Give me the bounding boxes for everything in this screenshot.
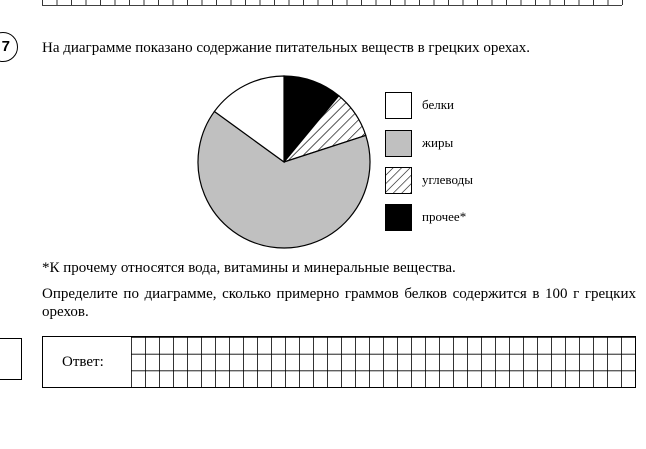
legend-label-protein: белки <box>422 97 454 112</box>
task-number: 7 <box>0 32 18 62</box>
previous-answer-grid <box>42 0 636 6</box>
legend-swatch-fat <box>385 130 412 157</box>
legend-swatch-carbs <box>385 167 412 194</box>
answer-frame <box>42 336 636 388</box>
legend-item-fat <box>385 130 585 158</box>
legend-label-other: прочее* <box>422 209 467 224</box>
score-box <box>0 338 22 380</box>
question-text: Определите по диаграмме, сколько примерно граммов белков содержится в 100 г грецких орехов. <box>42 286 636 320</box>
legend-swatch-other <box>385 204 412 231</box>
answer-grid[interactable] <box>131 337 635 387</box>
legend-label-fat: жиры <box>422 135 454 150</box>
task-statement: На диаграмме показано содержание питательных веществ в грецких орехах. <box>42 40 531 56</box>
footnote: *К прочему относятся вода, витамины и минеральные вещества. <box>42 260 456 276</box>
pie-chart <box>196 74 372 250</box>
legend-item-other <box>385 204 585 232</box>
legend-swatch-protein <box>385 92 412 119</box>
legend-item-protein <box>385 92 585 120</box>
legend-item-carbs <box>385 167 585 195</box>
answer-label: Ответ: <box>62 354 104 370</box>
legend-label-carbs: углеводы <box>422 172 473 187</box>
